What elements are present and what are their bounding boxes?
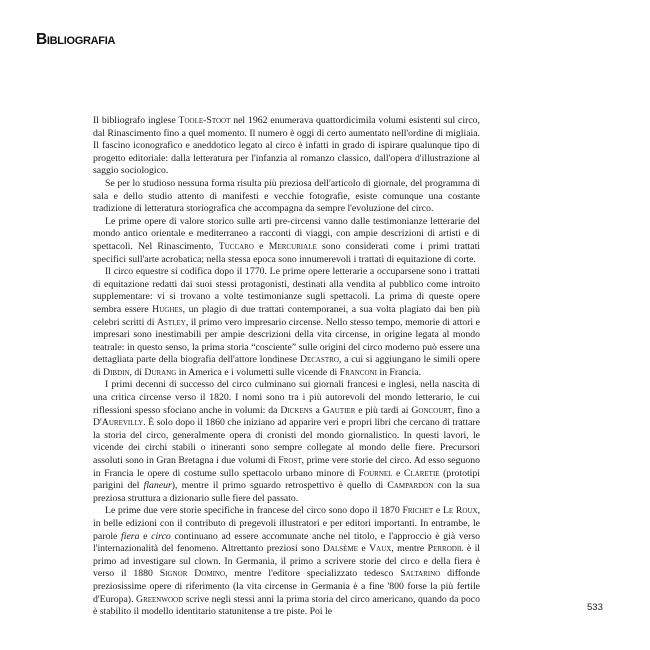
page-number: 533	[587, 602, 603, 613]
body-text	[93, 115, 480, 619]
paragraph: Il circo equestre si codifica dopo il 1770. Le prime opere letterarie a occuparsene sono i trattati di equitazione redatti dai suoi stessi protagonisti, destinati alla vendita al pubblico come introito supplementare: vi si trovano a volte testimonianze sugli spettacoli. La prima di queste opere sembra essere Hughes, un plagio di due trattati contemporanei, a sua volta plagiato dai ben più celebri scritti di Astley, il primo vero impresario circense. Nello stesso tempo, memorie di attori e impresari sono inestimabili per ampie descrizioni della vita circense, in origine legata al mondo teatrale: in questo senso, la prima storia “cosciente” sulle origini del circo moderno può essere una dettagliata parte della biografia dell'attore londinese Decastro, a cui si aggiungano le simili opere di Dibdin, di Durang in America e i volumetti sulle vicende di Franconi in Francia.	[93, 266, 480, 378]
page-heading: Bibliografia	[36, 31, 116, 48]
paragraph: Le prime due vere storie specifiche in francese del circo sono dopo il 1870 Frichet e Le Roux, in belle edizioni con il contributo di pregevoli illustratori e per editori importanti. In entrambe, le parole fiera e circo continuano ad essere accomunate anche nel titolo, e l'approccio è già verso l'internazionalità del fenomeno. Altrettanto preziosi sono Dalsème e Vaux, mentre Perrodil è il primo ad investigare sul clown. In Germania, il primo a scrivere storie del circo e della fiera è verso il 1880 Signor Domino, mentre l'editore specializzato tedesco Saltarino diffonde preziosissime opere di riferimento (la vita circense in Germania è a fine '800 forse la più fertile d'Europa). Greenwood scrive negli stessi anni la prima storia del circo americano, quando da poco è stabilito il modello identitario statunitense a tre piste. Poi le	[93, 505, 481, 618]
paragraph: Se per lo studioso nessuna forma risulta più preziosa dell'articolo di giornale, del programma di sala e dello studio attento di manifesti e vecchie fotografie, esiste comunque una costante tradizione di letteratura storiografica che accompagna da sempre l'evoluzione del circo.	[93, 177, 480, 215]
paragraph: Le prime opere di valore storico sulle arti pre-circensi vanno dalle testimonianze letterarie del mondo antico orientale e mediterraneo a racconti di viaggi, con ampie descrizioni di artisti e di spettacoli. Nel Rinascimento, Tuccaro e Mercuriale sono considerati come i primi trattati specifici sull'arte acrobatica; nella stessa epoca sono innumerevoli i trattati di equitazione di corte.	[93, 215, 480, 265]
paragraph: Il bibliografo inglese Toole-Stoot nel 1962 enumerava quattordicimila volumi esistenti sul circo, dal Rinascimento fino a quel momento. Il numero è oggi di certo aumentato nell'ordine di migliaia. Il fascino iconografico e aneddotico legato al circo è infatti in grado di ispirare qualunque tipo di progetto editoriale: dalla letteratura per l'infanzia al romanzo classico, dall'opera d'illustrazione al saggio sociologico.	[93, 115, 480, 177]
paragraph: I primi decenni di successo del circo culminano sui giornali francesi e inglesi, nella nascita di una critica circense verso il 1820. I nomi sono tra i più autorevoli del mondo letterario, le cui riflessioni spesso sfociano anche in volumi: da Dickens a Gautier e più tardi ai Goncourt, fino a D'Aurevilly. È solo dopo il 1860 che iniziano ad apparire veri e propri libri che cercano di trattare la storia del circo, generalmente opera di cronisti del mondo giornalistico. In questi lavori, le vicende dei circhi stabili o itineranti sono sempre collegate al mondo delle fiere. Precursori assoluti sono in Gran Bretagna i due volumi di Frost, prime vere storie del circo. Ad esso seguono in Francia le opere di costume sullo spettacolo urbano minore di Fournel e Claretie (prototipi parigini del flaneur), mentre il primo sguardo retrospettivo è quello di Campardon con la sua preziosa struttura a dizionario sulle fiere del passato.	[93, 379, 480, 504]
